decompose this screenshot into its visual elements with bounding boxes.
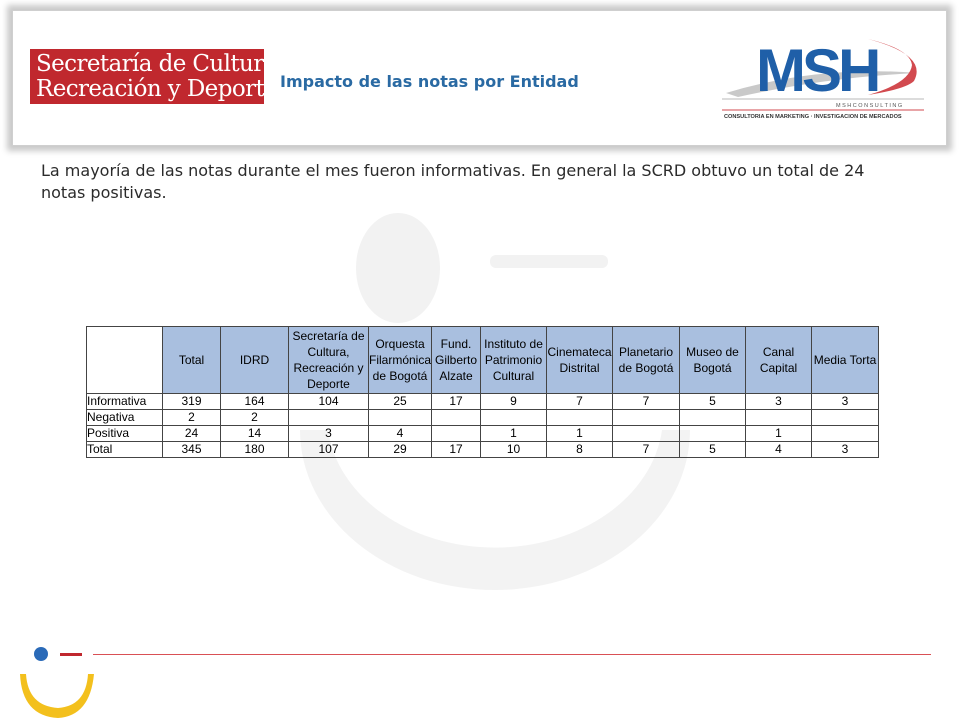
table-cell: 3 bbox=[746, 394, 812, 410]
table-cell: 107 bbox=[289, 442, 369, 458]
msh-logo-tagline: CONSULTORIA EN MARKETING · INVESTIGACION DE MERCADOS bbox=[724, 114, 902, 120]
table-cell: 164 bbox=[221, 394, 289, 410]
row-label: Positiva bbox=[87, 426, 163, 442]
table-cell: 7 bbox=[547, 394, 613, 410]
table-cell: 7 bbox=[613, 394, 680, 410]
table-cell bbox=[369, 410, 432, 426]
table-cell: 17 bbox=[432, 442, 481, 458]
row-label: Negativa bbox=[87, 410, 163, 426]
table-cell bbox=[680, 426, 746, 442]
table-row-informativa bbox=[87, 394, 879, 410]
scrd-logo bbox=[30, 49, 284, 104]
table-cell: 7 bbox=[613, 442, 680, 458]
table-cell: 4 bbox=[369, 426, 432, 442]
table-cell bbox=[613, 426, 680, 442]
table-header-empty bbox=[87, 327, 163, 394]
table-header-row bbox=[87, 327, 879, 394]
table-header-scrd: Secretaría de Cultura, Recreación y Deporte bbox=[289, 327, 369, 394]
table-cell: 2 bbox=[163, 410, 221, 426]
table-header-planetario: Planetario de Bogotá bbox=[613, 327, 680, 394]
row-label: Total bbox=[87, 442, 163, 458]
footer-smile-logo bbox=[16, 640, 96, 720]
msh-logo-mark: MSH bbox=[756, 37, 878, 104]
table-row-total bbox=[87, 442, 879, 458]
table-cell bbox=[613, 410, 680, 426]
table-cell bbox=[812, 426, 879, 442]
scrd-logo-line2: Recreación y Deporte bbox=[36, 76, 278, 102]
table-cell: 1 bbox=[746, 426, 812, 442]
table-cell: 3 bbox=[812, 442, 879, 458]
table-cell bbox=[481, 410, 547, 426]
table-cell: 3 bbox=[289, 426, 369, 442]
table-cell: 10 bbox=[481, 442, 547, 458]
table-cell: 2 bbox=[221, 410, 289, 426]
table-header-idrd: IDRD bbox=[221, 327, 289, 394]
table-header-fund-gilberto: Fund. Gilberto Alzate bbox=[432, 327, 481, 394]
footer-divider bbox=[93, 654, 931, 655]
intro-paragraph: La mayoría de las notas durante el mes fueron informativas. En general la SCRD obtuvo un total de 24 notas positivas. bbox=[41, 161, 865, 202]
table-cell bbox=[812, 410, 879, 426]
table-cell: 104 bbox=[289, 394, 369, 410]
table-cell: 3 bbox=[812, 394, 879, 410]
table-cell: 5 bbox=[680, 394, 746, 410]
table-cell bbox=[746, 410, 812, 426]
msh-logo-subtitle: M S H C O N S U L T I N G bbox=[836, 103, 903, 109]
table-cell: 1 bbox=[481, 426, 547, 442]
table-header-orquesta: Orquesta Filarmónica de Bogotá bbox=[369, 327, 432, 394]
table-cell: 180 bbox=[221, 442, 289, 458]
table-cell bbox=[547, 410, 613, 426]
table-header-patrimonio: Instituto de Patrimonio Cultural bbox=[481, 327, 547, 394]
table-cell: 14 bbox=[221, 426, 289, 442]
page-title: Impacto de las notas por Entidad bbox=[280, 72, 579, 91]
table-cell: 319 bbox=[163, 394, 221, 410]
table-header-total: Total bbox=[163, 327, 221, 394]
table-cell: 25 bbox=[369, 394, 432, 410]
table-cell: 1 bbox=[547, 426, 613, 442]
table-cell: 17 bbox=[432, 394, 481, 410]
table-header-museo: Museo de Bogotá bbox=[680, 327, 746, 394]
table-cell: 29 bbox=[369, 442, 432, 458]
table-cell bbox=[432, 410, 481, 426]
msh-consulting-logo bbox=[718, 25, 928, 127]
table-header-cinemateca: Cinemateca Distrital bbox=[547, 327, 613, 394]
table-cell: 8 bbox=[547, 442, 613, 458]
scrd-logo-line1: Secretaría de Cultura, bbox=[36, 51, 284, 77]
row-label: Informativa bbox=[87, 394, 163, 410]
table-row-negativa bbox=[87, 410, 879, 426]
table-cell: 24 bbox=[163, 426, 221, 442]
table-cell bbox=[680, 410, 746, 426]
table-cell bbox=[289, 410, 369, 426]
table-row-positiva bbox=[87, 426, 879, 442]
table-cell: 345 bbox=[163, 442, 221, 458]
table-cell: 9 bbox=[481, 394, 547, 410]
table-cell bbox=[432, 426, 481, 442]
table-header-canal-capital: Canal Capital bbox=[746, 327, 812, 394]
table-header-media-torta: Media Torta bbox=[812, 327, 879, 394]
table-cell: 4 bbox=[746, 442, 812, 458]
table-cell: 5 bbox=[680, 442, 746, 458]
notes-by-entity-table bbox=[86, 326, 879, 458]
